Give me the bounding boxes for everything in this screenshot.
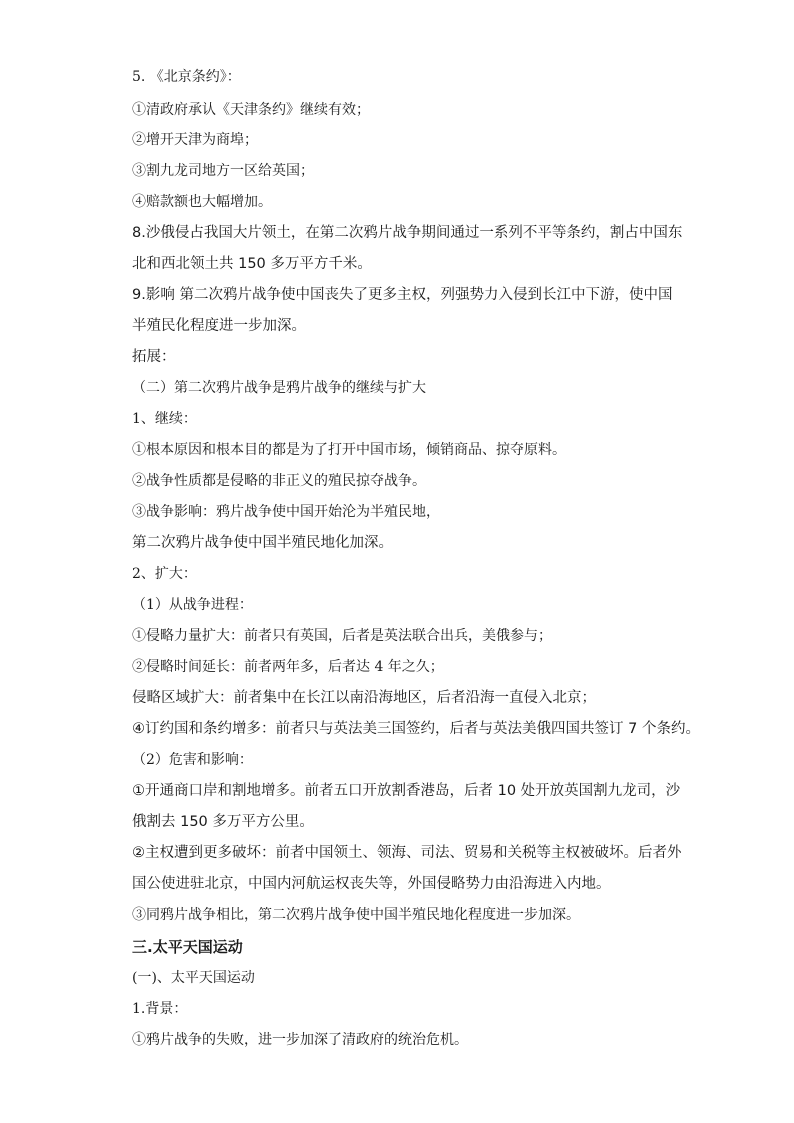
text-line: ①开通商口岸和割地增多。前者五口开放割香港岛，后者 10 处开放英国割九龙司，沙 — [132, 783, 681, 799]
text-line: ②主权遭到更多破坏：前者中国领土、领海、司法、贸易和关税等主权被破坏。后者外 — [132, 845, 682, 861]
text-line: ④赔款额也大幅增加。 — [132, 194, 272, 210]
text-line: 俄割去 150 多万平方公里。 — [132, 814, 314, 830]
section-heading: 三.太平天国运动 — [132, 938, 243, 956]
text-line: ③战争影响：鸦片战争使中国开始沦为半殖民地， — [132, 504, 440, 520]
text-line: ③同鸦片战争相比，第二次鸦片战争使中国半殖民地化程度进一步加深。 — [132, 907, 580, 923]
text-line: ①清政府承认《天津条约》继续有效； — [132, 102, 370, 118]
text-line: （2）危害和影响： — [132, 752, 253, 768]
text-line: 8.沙俄侵占我国大片领土，在第二次鸦片战争期间通过一系列不平等条约，割占中国东 — [132, 225, 683, 241]
text-line: 第二次鸦片战争使中国半殖民地化加深。 — [132, 535, 393, 551]
text-line: 1.背景： — [132, 1001, 188, 1017]
text-line: 5. 《北京条约》： — [132, 69, 241, 85]
text-line: 9.影响 第二次鸦片战争使中国丧失了更多主权，列强势力入侵到长江中下游，使中国 — [132, 287, 673, 303]
text-line: (一)、太平天国运动 — [132, 970, 255, 986]
text-line: ①鸦片战争的失败，进一步加深了清政府的统治危机。 — [132, 1032, 468, 1048]
text-line: ①根本原因和根本目的都是为了打开中国市场，倾销商品、掠夺原料。 — [132, 442, 566, 458]
text-line: 北和西北领土共 150 多万平方千米。 — [132, 256, 372, 272]
text-line: 2、扩大： — [132, 566, 197, 582]
text-line: 半殖民化程度进一步加深。 — [132, 318, 306, 334]
text-line: 拓展： — [132, 349, 176, 365]
text-line: （1）从战争进程： — [132, 597, 253, 613]
text-line: 侵略区域扩大：前者集中在长江以南沿海地区，后者沿海一直侵入北京； — [132, 690, 596, 706]
text-line: 1、继续： — [132, 411, 197, 427]
text-line: ②战争性质都是侵略的非正义的殖民掠夺战争。 — [132, 473, 426, 489]
text-line: ①侵略力量扩大：前者只有英国，后者是英法联合出兵，美俄参与； — [132, 628, 552, 644]
text-line: ③割九龙司地方一区给英国； — [132, 163, 314, 179]
text-line: ②侵略时间延长：前者两年多，后者达 4 年之久； — [132, 659, 444, 675]
text-line: ②增开天津为商埠； — [132, 132, 258, 148]
text-line: （二）第二次鸦片战争是鸦片战争的继续与扩大 — [132, 380, 426, 396]
text-line: 国公使进驻北京，中国内河航运权丧失等，外国侵略势力由沿海进入内地。 — [132, 876, 611, 892]
text-line: ④订约国和条约增多：前者只与英法美三国签约，后者与英法美俄四国共签订 7 个条约。 — [132, 721, 700, 737]
